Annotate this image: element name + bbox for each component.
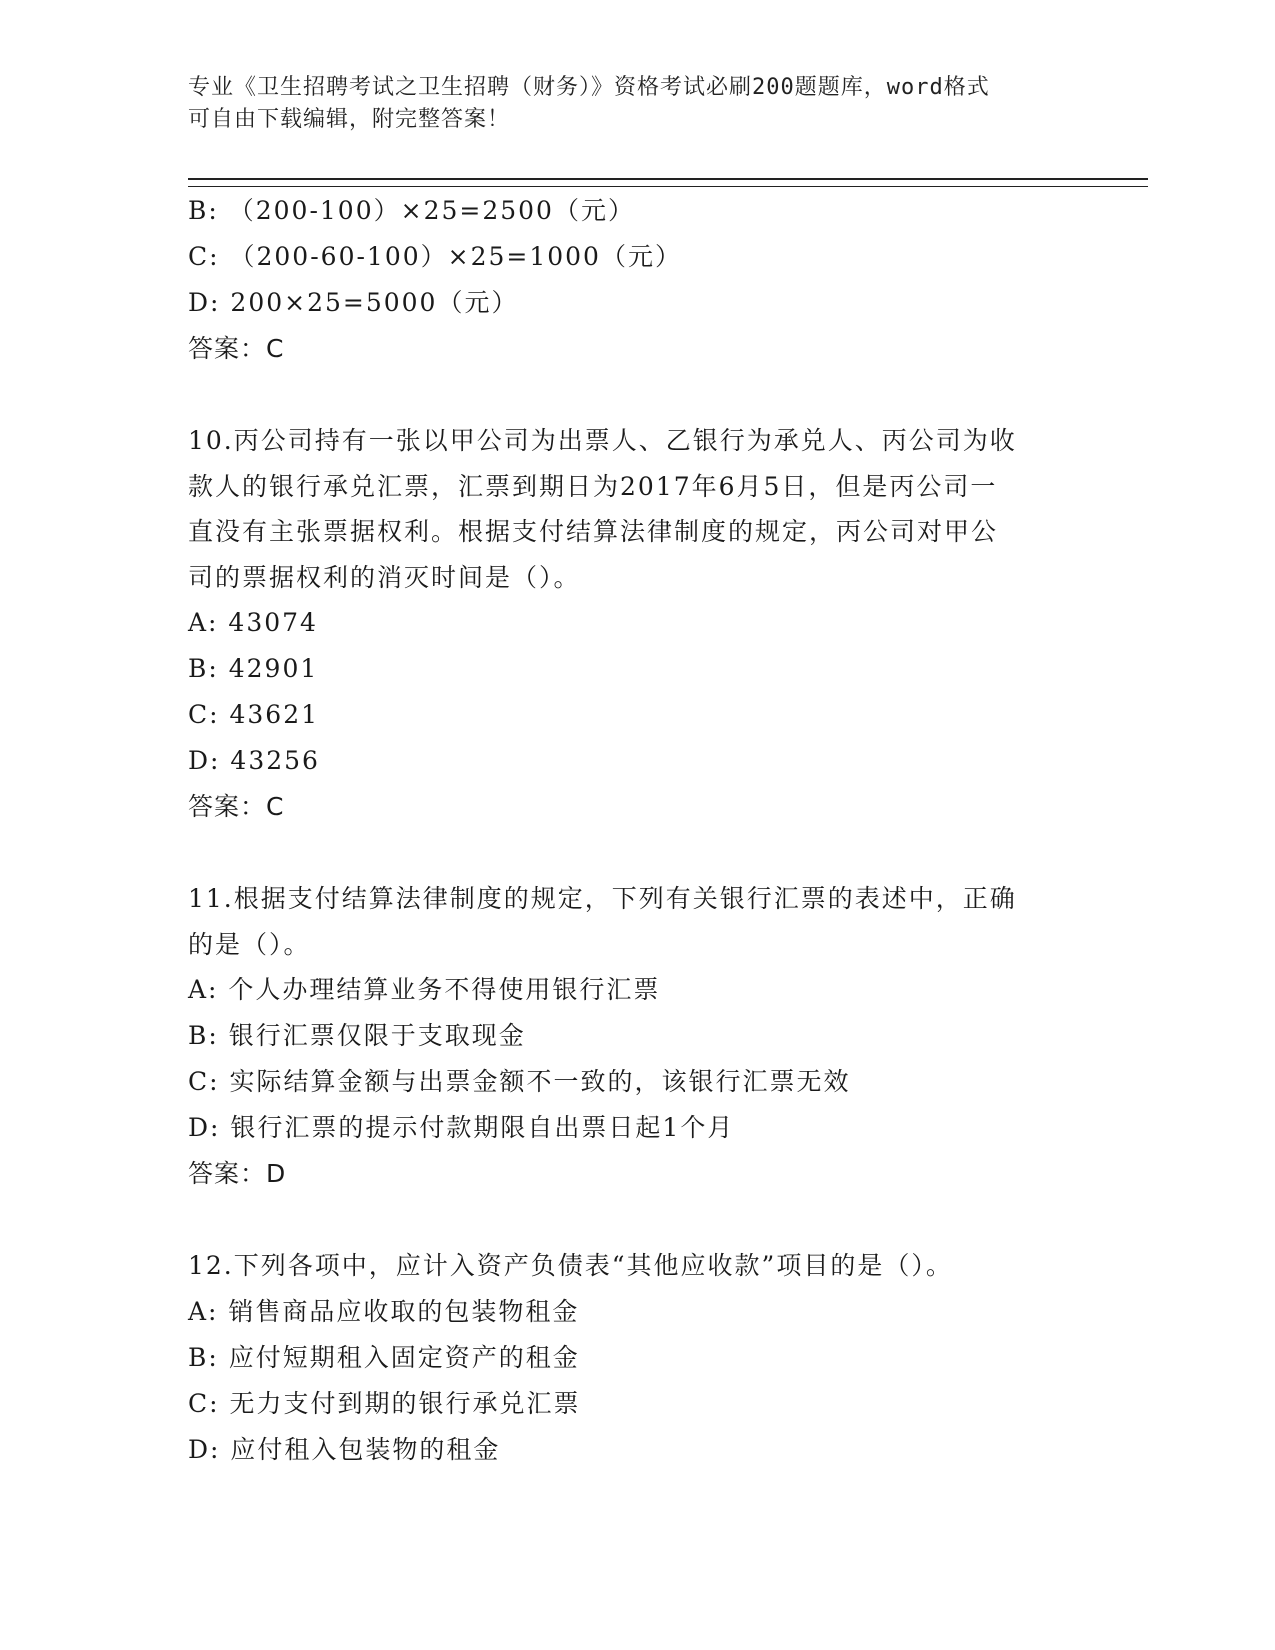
option-b: B: （200-100）×25=2500（元） xyxy=(188,196,635,225)
header-line-2: 可自由下载编辑，附完整答案！ xyxy=(188,107,511,132)
stem-line: 12.下列各项中，应计入资产负债表“其他应收款”项目的是（）。 xyxy=(188,1251,953,1280)
question-10-options xyxy=(188,600,1088,784)
stem-line: 10.丙公司持有一张以甲公司为出票人、乙银行为承兑人、丙公司为收 xyxy=(188,426,1017,455)
option-b: B: 42901 xyxy=(188,654,319,683)
option-b: B: 应付短期租入固定资产的租金 xyxy=(188,1342,580,1372)
option-c: C: 实际结算金额与出票金额不一致的，该银行汇票无效 xyxy=(188,1067,851,1096)
option-c: C: 无力支付到期的银行承兑汇票 xyxy=(188,1388,581,1418)
header-divider xyxy=(188,178,1148,187)
option-a: A: 销售商品应收取的包装物租金 xyxy=(188,1296,580,1326)
document-body xyxy=(188,188,1088,1473)
option-c: C: 43621 xyxy=(188,700,320,729)
stem-line: 款人的银行承兑汇票，汇票到期日为2017年6月5日，但是丙公司一 xyxy=(188,471,998,501)
question-9-options xyxy=(188,188,1088,326)
option-a: A: 43074 xyxy=(188,608,318,637)
question-11-options xyxy=(188,967,1088,1151)
question-10-answer: 答案：C xyxy=(188,792,285,821)
option-d: D: 43256 xyxy=(188,746,320,775)
option-d: D: 200×25=5000（元） xyxy=(188,288,519,317)
question-12-options xyxy=(188,1289,1088,1473)
question-10-stem xyxy=(188,418,1088,600)
document-header xyxy=(188,72,1068,136)
question-9-answer: 答案：C xyxy=(188,334,285,363)
stem-line: 11.根据支付结算法律制度的规定，下列有关银行汇票的表述中，正确 xyxy=(188,884,1017,913)
option-a: A: 个人办理结算业务不得使用银行汇票 xyxy=(188,975,661,1004)
option-c: C: （200-60-100）×25=1000（元） xyxy=(188,242,682,271)
question-11-stem xyxy=(188,876,1088,967)
question-11-answer: 答案：D xyxy=(188,1159,287,1188)
option-b: B: 银行汇票仅限于支取现金 xyxy=(188,1021,526,1050)
stem-line: 直没有主张票据权利。根据支付结算法律制度的规定，丙公司对甲公 xyxy=(188,517,999,546)
option-d: D: 应付租入包装物的租金 xyxy=(188,1434,501,1464)
stem-line: 司的票据权利的消灭时间是（）。 xyxy=(188,562,581,592)
stem-line: 的是（）。 xyxy=(188,929,311,959)
header-line-1: 专业《卫生招聘考试之卫生招聘（财务）》资格考试必刷200题题库，word格式 xyxy=(188,75,990,100)
option-d: D: 银行汇票的提示付款期限自出票日起1个月 xyxy=(188,1113,735,1142)
question-12-stem xyxy=(188,1243,1088,1289)
